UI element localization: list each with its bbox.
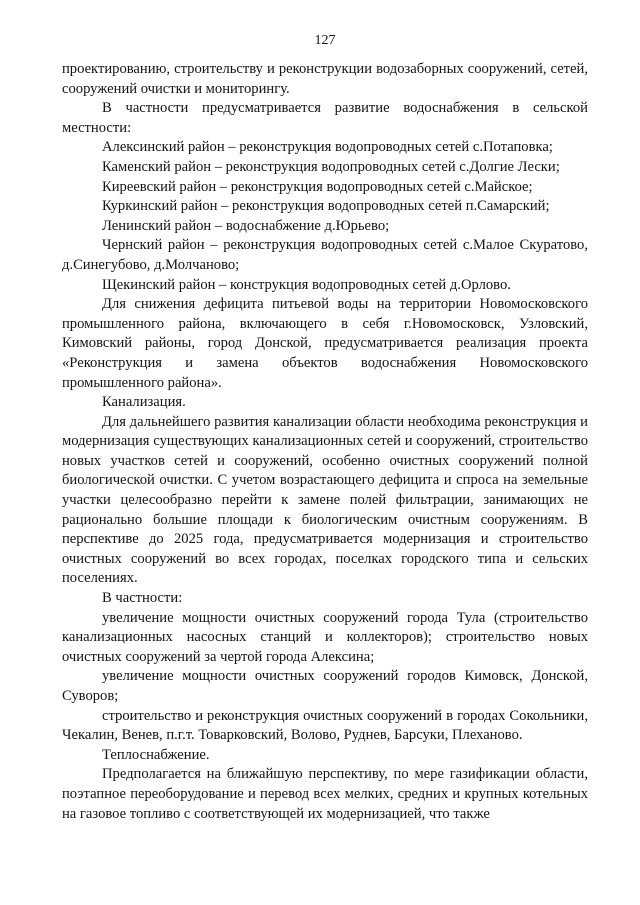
document-body xyxy=(62,60,588,824)
list-item: Киреевский район – реконструкция водопроводных сетей с.Майское; xyxy=(102,178,533,195)
paragraph: Предполагается на ближайшую перспективу, по мере газификации области, поэтапное переоборудование и перевод всех мелких, средних и крупных котельных на газовое топливо с соответствующей их модернизацией, что также xyxy=(62,766,588,822)
list-item: увеличение мощности очистных сооружений города Тула (строительство канализационных насосных станций и коллекторов); строительство новых очистных сооружений за чертой города Алексина; xyxy=(62,609,588,665)
list-item: Куркинский район – реконструкция водопроводных сетей п.Самарский; xyxy=(102,198,550,215)
list-item: Щекинский район – конструкция водопроводных сетей д.Орлово. xyxy=(102,276,511,293)
section-heading: Теплоснабжение. xyxy=(102,746,210,763)
list-item: Алексинский район – реконструкция водопроводных сетей с.Потаповка; xyxy=(102,139,553,156)
list-item: увеличение мощности очистных сооружений городов Кимовск, Донской, Суворов; xyxy=(62,668,588,704)
paragraph: В частности предусматривается развитие водоснабжения в сельской местности: xyxy=(62,100,588,136)
section-heading: Канализация. xyxy=(102,394,186,411)
paragraph: В частности: xyxy=(102,590,183,607)
paragraph: Для снижения дефицита питьевой воды на территории Новомосковского промышленного района, включающего в себя г.Новомосковск, Узловский, Кимовский районы, город Донской, предусматривается реализация проекта «Реконструкция и замена объектов водоснабжения Новомосковского промышленного района». xyxy=(62,296,588,391)
page-number: 127 xyxy=(314,33,336,48)
list-item: Ленинский район – водоснабжение д.Юрьево; xyxy=(102,217,390,234)
list-item: Чернский район – реконструкция водопроводных сетей с.Малое Скуратово, д.Синегубово, д.Молчаново; xyxy=(62,237,588,273)
paragraph: проектированию, строительству и реконструкции водозаборных сооружений, сетей, сооружений очистки и мониторингу. xyxy=(62,61,588,97)
paragraph: Для дальнейшего развития канализации области необходима реконструкция и модернизация существующих канализационных сетей и сооружений, строительство новых участков сетей и сооружений, особенно очистных сооружений полной биологической очистки. С учетом возрастающего дефицита и спроса на земельные участки целесообразно перейти к замене полей фильтрации, занимающих не рационально большие площади к биологическим очистным сооружениям. В перспективе до 2025 года, предусматривается модернизация и строительство очистных сооружений во всех городах, поселках городского типа и сельских поселениях. xyxy=(62,413,588,587)
list-item: Каменский район – реконструкция водопроводных сетей с.Долгие Лески; xyxy=(102,158,560,175)
list-item: строительство и реконструкция очистных сооружений в городах Сокольники, Чекалин, Венев, п.г.т. Товарковский, Волово, Руднев, Барсуки, Плеханово. xyxy=(62,707,588,744)
